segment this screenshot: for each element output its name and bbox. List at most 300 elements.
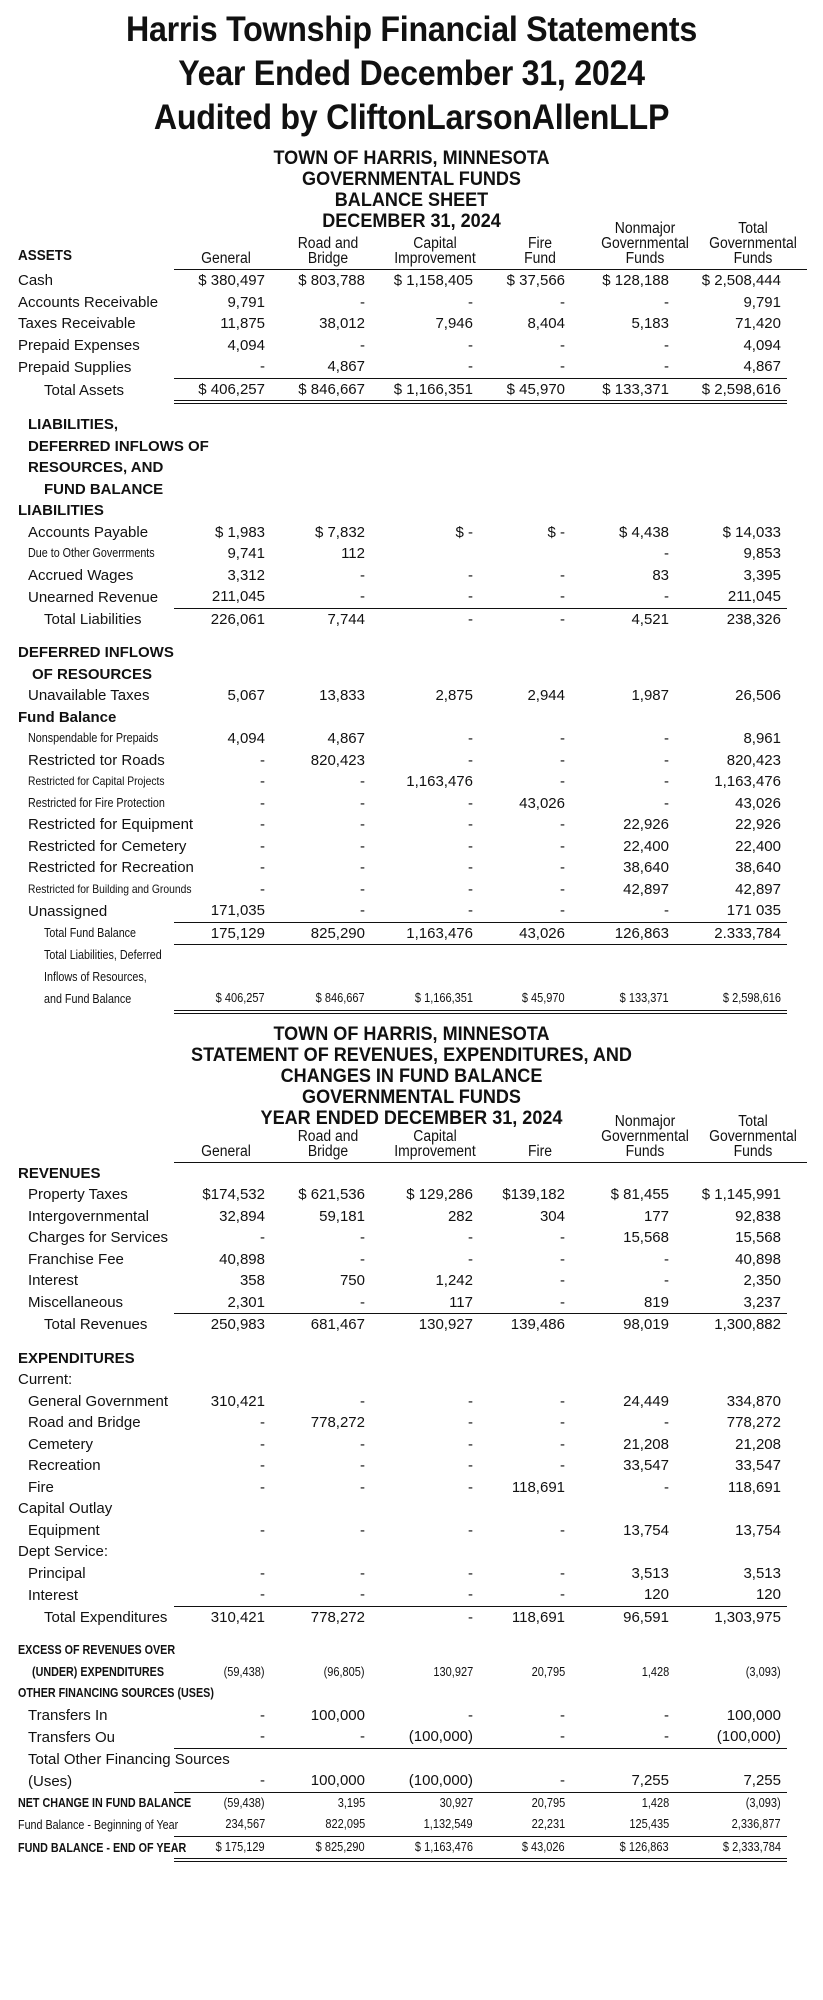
value-cell	[271, 857, 371, 879]
pad-cell	[787, 270, 823, 292]
pad-cell	[787, 1640, 823, 1662]
table-row	[0, 500, 823, 522]
column-header-total	[704, 1114, 803, 1159]
table-row	[0, 836, 823, 858]
value-cell	[479, 967, 571, 989]
value-cell	[174, 313, 271, 335]
row-label-text: Restricted for Fire Protection	[28, 795, 165, 810]
value-cell	[271, 750, 371, 772]
value-cell	[271, 1163, 371, 1185]
row-label-text: Recreation	[28, 1457, 101, 1475]
value-text: 98,019	[623, 1316, 669, 1334]
value-text: 33,547	[623, 1457, 669, 1475]
value-cell	[675, 1792, 787, 1814]
value-text: $ 2,508,444	[701, 272, 781, 290]
value-cell	[174, 479, 271, 501]
value-text: $ 45,970	[522, 991, 565, 1006]
row-label-text: Property Taxes	[28, 1186, 128, 1204]
value-text: (3,093)	[746, 1664, 781, 1679]
value-text: $ 2,598,616	[701, 380, 781, 398]
value-cell	[571, 1814, 675, 1836]
row-label	[0, 814, 194, 836]
value-cell	[479, 642, 571, 664]
value-text: 250,983	[210, 1316, 265, 1334]
value-cell	[675, 1206, 787, 1228]
value-cell	[479, 945, 571, 967]
value-text: -	[560, 588, 565, 606]
value-cell	[675, 857, 787, 879]
pad-cell	[787, 356, 823, 378]
value-text: -	[260, 1435, 265, 1453]
value-cell	[479, 565, 571, 587]
row-label-text: FUND BALANCE - END OF YEAR	[18, 1840, 187, 1855]
value-text: 820,423	[310, 751, 365, 769]
value-cell	[371, 988, 479, 1012]
value-cell	[479, 1792, 571, 1814]
table-row	[0, 771, 823, 793]
row-label-text: Unearned Revenue	[28, 588, 159, 606]
pad-cell	[787, 750, 823, 772]
value-text: -	[260, 816, 265, 834]
value-cell	[271, 664, 371, 686]
value-cell	[371, 1348, 479, 1370]
value-text: $ 175,129	[216, 1839, 265, 1854]
value-text: 118,691	[511, 1608, 565, 1626]
value-cell	[675, 292, 787, 314]
row-label-text: Dept Service:	[18, 1543, 109, 1561]
row-label-text: Taxes Receivable	[18, 315, 136, 333]
pad-cell	[787, 1498, 823, 1520]
table-row	[0, 1770, 823, 1792]
value-text: 100,000	[310, 1706, 365, 1724]
value-cell	[675, 728, 787, 750]
row-label-text: Charges for Services	[28, 1229, 169, 1247]
value-cell	[571, 1748, 675, 1770]
value-text: -	[260, 1521, 265, 1539]
value-cell	[479, 750, 571, 772]
row-label	[0, 750, 174, 772]
value-text: 1,163,476	[406, 773, 473, 791]
value-cell	[371, 586, 479, 608]
value-cell	[174, 664, 271, 686]
value-cell	[174, 900, 271, 922]
value-text: -	[468, 1392, 473, 1410]
value-text: -	[468, 1250, 473, 1268]
value-text: 9,741	[227, 545, 265, 563]
value-cell	[371, 922, 479, 945]
value-text: -	[560, 1772, 565, 1790]
column-header-line: Bridge	[307, 250, 349, 267]
value-cell	[174, 1705, 271, 1727]
value-text: -	[260, 1457, 265, 1475]
value-text: -	[468, 1521, 473, 1539]
value-cell	[571, 1455, 675, 1477]
value-text: (100,000)	[716, 1728, 781, 1746]
table-row	[0, 457, 823, 479]
table-row	[0, 1314, 823, 1336]
value-text: 1,303,975	[714, 1608, 781, 1626]
value-cell	[571, 1227, 675, 1249]
value-cell	[371, 1748, 479, 1770]
value-cell	[371, 771, 479, 793]
value-cell	[271, 642, 371, 664]
pad-cell	[787, 664, 823, 686]
value-cell	[371, 1227, 479, 1249]
value-text: -	[360, 588, 365, 606]
pad-cell	[787, 642, 823, 664]
pad-cell	[787, 1348, 823, 1370]
value-cell	[479, 793, 571, 815]
value-text: (100,000)	[408, 1728, 473, 1746]
column-header-line: Road and	[297, 235, 359, 252]
row-label	[0, 900, 174, 922]
value-text: 20,795	[531, 1664, 565, 1679]
value-text: 2,301	[227, 1293, 265, 1311]
value-text: 42,897	[735, 880, 781, 898]
value-cell	[371, 1541, 479, 1563]
value-text: -	[664, 902, 669, 920]
value-text: 5,067	[227, 687, 265, 705]
table-row	[0, 1184, 823, 1206]
value-text: 175,129	[210, 924, 265, 942]
balance-sheet-column-header	[0, 208, 823, 270]
table-row	[0, 1748, 823, 1770]
table-row	[0, 1814, 823, 1836]
value-text: -	[360, 566, 365, 584]
value-cell	[675, 1726, 787, 1748]
value-cell	[479, 1662, 571, 1684]
row-label-text: and Fund Balance	[44, 992, 132, 1007]
value-cell	[571, 1270, 675, 1292]
value-cell	[174, 1455, 271, 1477]
value-cell	[371, 1814, 479, 1836]
value-text: 59,181	[319, 1207, 365, 1225]
column-header-road-bridge	[288, 1129, 369, 1159]
value-cell	[479, 857, 571, 879]
value-cell	[371, 479, 479, 501]
value-cell	[371, 879, 479, 901]
value-cell	[571, 750, 675, 772]
value-cell	[479, 1563, 571, 1585]
value-text: -	[664, 730, 669, 748]
value-text: 9,791	[227, 293, 265, 311]
value-cell	[174, 378, 271, 402]
row-label-text: Accounts Receivable	[18, 293, 159, 311]
value-cell	[571, 793, 675, 815]
value-text: -	[260, 837, 265, 855]
value-cell	[371, 1563, 479, 1585]
value-cell	[571, 356, 675, 378]
table-row	[0, 1455, 823, 1477]
value-text: -	[468, 816, 473, 834]
pad-cell	[787, 1726, 823, 1748]
value-text: -	[560, 1521, 565, 1539]
value-cell	[571, 313, 675, 335]
value-text: 100,000	[726, 1706, 781, 1724]
value-text: -	[560, 1250, 565, 1268]
table-row	[0, 479, 823, 501]
row-label	[0, 543, 174, 565]
value-cell	[174, 771, 271, 793]
table-row	[0, 1662, 823, 1684]
value-cell	[675, 586, 787, 608]
value-text: -	[360, 336, 365, 354]
row-label-text: LIABILITIES	[18, 502, 104, 520]
pad-cell	[787, 543, 823, 565]
value-cell	[479, 1184, 571, 1206]
value-cell	[271, 608, 371, 630]
value-cell	[271, 543, 371, 565]
row-label	[0, 356, 174, 378]
row-label	[0, 707, 174, 729]
value-text: -	[360, 1293, 365, 1311]
value-cell	[479, 543, 571, 565]
value-cell	[174, 1206, 271, 1228]
value-text: (59,438)	[224, 1795, 265, 1810]
value-cell	[675, 522, 787, 544]
value-cell	[271, 414, 371, 436]
value-cell	[271, 1455, 371, 1477]
value-cell	[675, 988, 787, 1012]
pad-cell	[787, 1792, 823, 1814]
row-label	[0, 335, 174, 357]
value-cell	[571, 1836, 675, 1860]
value-text: -	[260, 1728, 265, 1746]
pad-cell	[787, 988, 823, 1012]
value-text: -	[260, 773, 265, 791]
value-text: -	[260, 1564, 265, 1582]
value-cell	[174, 1348, 271, 1370]
table-row	[0, 1369, 823, 1391]
table-row	[0, 750, 823, 772]
value-cell	[571, 1348, 675, 1370]
value-cell	[571, 967, 675, 989]
value-cell	[271, 378, 371, 402]
value-text: -	[560, 1435, 565, 1453]
value-cell	[675, 335, 787, 357]
value-cell	[371, 642, 479, 664]
value-cell	[174, 565, 271, 587]
value-text: -	[468, 588, 473, 606]
row-label	[0, 1498, 174, 1520]
value-text: (59,438)	[224, 1664, 265, 1679]
value-text: (96,805)	[324, 1664, 365, 1679]
value-text: $ -	[455, 523, 473, 541]
row-label-text: Cash	[18, 272, 54, 290]
value-cell	[174, 1270, 271, 1292]
revenue-statement-column-header	[0, 1107, 823, 1163]
value-cell	[675, 1391, 787, 1413]
value-text: 4,094	[743, 336, 781, 354]
value-text: -	[560, 358, 565, 376]
value-cell	[371, 522, 479, 544]
value-text: 3,237	[743, 1293, 781, 1311]
pad-cell	[787, 1563, 823, 1585]
value-cell	[271, 1434, 371, 1456]
value-cell	[174, 1770, 271, 1792]
row-label	[0, 685, 174, 707]
table-row	[0, 1391, 823, 1413]
value-text: -	[560, 1272, 565, 1290]
value-text: -	[260, 1706, 265, 1724]
row-label-text: RESOURCES, AND	[28, 459, 164, 477]
value-cell	[571, 1412, 675, 1434]
value-cell	[571, 945, 675, 967]
value-text: 238,326	[726, 610, 781, 628]
spacer-row	[0, 1336, 823, 1348]
value-cell	[371, 608, 479, 630]
value-cell	[675, 1705, 787, 1727]
value-text: 9,853	[743, 545, 781, 563]
table-row	[0, 586, 823, 608]
table-row	[0, 292, 823, 314]
row-label-text: Interest	[28, 1586, 79, 1604]
pad-cell	[787, 900, 823, 922]
value-text: -	[468, 794, 473, 812]
value-text: -	[468, 1706, 473, 1724]
value-text: 9,791	[743, 293, 781, 311]
value-cell	[675, 1292, 787, 1314]
value-cell	[174, 1391, 271, 1413]
value-cell	[571, 1292, 675, 1314]
value-cell	[371, 967, 479, 989]
value-cell	[371, 1792, 479, 1814]
value-text: -	[560, 1586, 565, 1604]
column-header-line: Fire	[527, 1142, 553, 1160]
table-row	[0, 356, 823, 378]
pad-cell	[787, 457, 823, 479]
value-text: 820,423	[726, 751, 781, 769]
value-text: 22,400	[623, 837, 669, 855]
value-cell	[571, 1163, 675, 1185]
row-label	[0, 1227, 174, 1249]
pad-cell	[787, 1584, 823, 1606]
heading-line: GOVERNMENTAL FUNDS	[302, 169, 521, 190]
value-cell	[174, 1726, 271, 1748]
row-label-text: Inflows of Resources,	[44, 969, 147, 984]
value-cell	[174, 1184, 271, 1206]
value-cell	[371, 270, 479, 292]
value-text: 282	[447, 1207, 473, 1225]
pad-cell	[787, 967, 823, 989]
value-cell	[371, 436, 479, 458]
table-row	[0, 565, 823, 587]
value-text: 211,045	[211, 588, 265, 606]
value-cell	[174, 1292, 271, 1314]
value-cell	[174, 1563, 271, 1585]
value-text: -	[468, 1478, 473, 1496]
row-label-text: Fund Balance - Beginning of Year	[18, 1817, 179, 1832]
value-cell	[571, 1477, 675, 1499]
value-cell	[479, 436, 571, 458]
document-title	[33, 0, 790, 140]
value-cell	[479, 1455, 571, 1477]
value-text: 120	[755, 1586, 781, 1604]
value-cell	[271, 292, 371, 314]
value-cell	[271, 1792, 371, 1814]
row-label-text: Restricted for Equipment	[28, 816, 194, 834]
value-cell	[371, 1662, 479, 1684]
value-cell	[271, 1184, 371, 1206]
value-cell	[174, 414, 271, 436]
row-label-text: REVENUES	[18, 1164, 101, 1182]
value-text: 358	[239, 1272, 265, 1290]
value-cell	[675, 1249, 787, 1271]
value-text: 211,045	[727, 588, 781, 606]
value-text: -	[664, 1272, 669, 1290]
value-cell	[479, 313, 571, 335]
value-text: 130,927	[418, 1316, 473, 1334]
pad-cell	[787, 1541, 823, 1563]
value-text: 1,428	[641, 1664, 669, 1679]
value-text: 40,898	[735, 1250, 781, 1268]
value-cell	[479, 1348, 571, 1370]
value-text: -	[664, 1706, 669, 1724]
row-label	[0, 1748, 230, 1770]
column-header-line: Fund	[524, 250, 556, 267]
value-cell	[271, 457, 371, 479]
value-cell	[571, 707, 675, 729]
value-text: -	[664, 794, 669, 812]
value-cell	[271, 270, 371, 292]
value-cell	[479, 378, 571, 402]
column-header-fire	[504, 236, 576, 266]
value-cell	[479, 522, 571, 544]
value-text: (100,000)	[408, 1772, 473, 1790]
spacer-row	[0, 1628, 823, 1640]
value-text: 5,183	[631, 315, 669, 333]
value-cell	[479, 1726, 571, 1748]
value-text: 8,404	[527, 315, 565, 333]
value-cell	[479, 1498, 571, 1520]
value-cell	[479, 814, 571, 836]
value-cell	[571, 1662, 675, 1684]
pad-cell	[787, 414, 823, 436]
value-text: 171 035	[726, 902, 781, 920]
value-text: -	[260, 1229, 265, 1247]
value-text: 7,946	[435, 315, 473, 333]
value-text: $ 1,145,991	[701, 1186, 781, 1204]
value-text: $ 380,497	[198, 272, 265, 290]
value-text: $ 1,983	[214, 523, 265, 541]
value-cell	[174, 356, 271, 378]
value-cell	[271, 479, 371, 501]
row-label	[0, 270, 174, 292]
value-text: $ 43,026	[522, 1839, 565, 1854]
spacer-row	[0, 630, 823, 642]
value-cell	[675, 1683, 787, 1705]
row-label-text: Fund Balance	[18, 708, 117, 726]
title-line: Year Ended December 31, 2024	[178, 54, 645, 93]
row-label	[0, 728, 174, 750]
value-text: 226,061	[210, 610, 265, 628]
column-header-line: Road and	[297, 1127, 359, 1145]
value-text: $ 2,598,616	[722, 991, 781, 1006]
value-text: 4,094	[227, 336, 265, 354]
pad-cell	[787, 586, 823, 608]
column-header-line: Improvement	[394, 250, 476, 267]
table-row	[0, 1498, 823, 1520]
value-text: 7,255	[743, 1772, 781, 1790]
value-cell	[271, 685, 371, 707]
value-text: -	[560, 610, 565, 628]
value-text: $ 45,970	[506, 380, 565, 398]
value-cell	[371, 1314, 479, 1336]
row-label	[0, 642, 174, 664]
value-cell	[571, 814, 675, 836]
value-cell	[174, 335, 271, 357]
column-header-line: Bridge	[307, 1142, 349, 1160]
